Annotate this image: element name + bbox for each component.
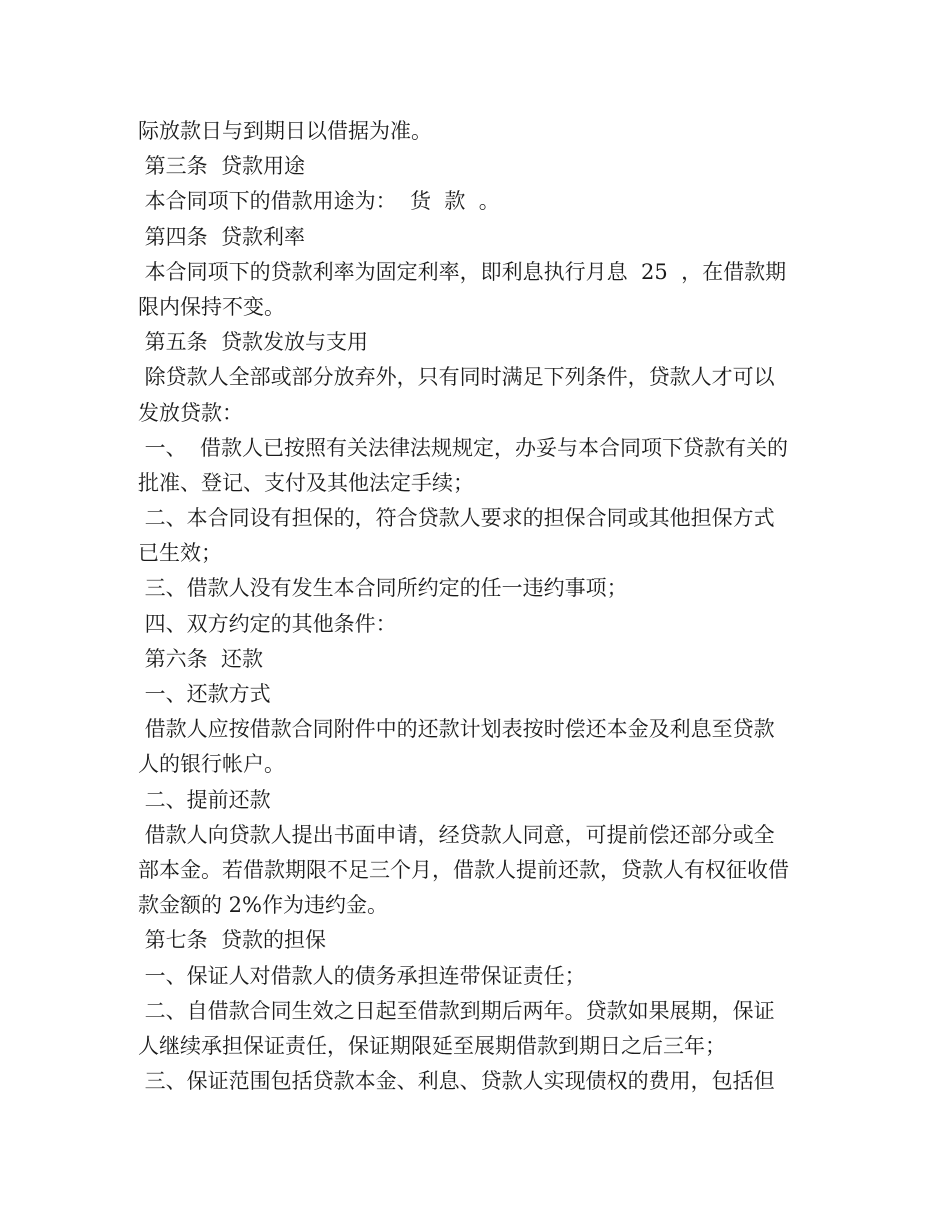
section-heading: 二、提前还款 (138, 787, 271, 812)
document-body (138, 114, 818, 1099)
text-line: 部本金。若借款期限不足三个月，借款人提前还款，贷款人有权征收借 (138, 857, 789, 882)
article-heading: 第三条 贷款用途 (138, 154, 306, 179)
section-heading: 一、还款方式 (138, 682, 271, 706)
article-heading: 第六条 还款 (138, 646, 264, 671)
text-line: 发放贷款： (138, 400, 243, 425)
text-line: 人继续承担保证责任，保证期限延至展期借款到期日之后三年； (138, 1033, 726, 1058)
text-line: 已生效； (138, 541, 222, 566)
text-line: 除贷款人全部或部分放弃外，只有同时满足下列条件，贷款人才可以 (138, 365, 775, 390)
text-line: 一、保证人对借款人的债务承担连带保证责任； (138, 963, 586, 988)
article-heading: 第五条 贷款发放与支用 (138, 330, 369, 355)
text-line: 本合同项下的贷款利率为固定利率，即利息执行月息 25 ，在借款期 (138, 259, 787, 284)
text-line: 际放款日与到期日以借据为准。 (138, 119, 432, 143)
text-line: 限内保持不变。 (138, 294, 285, 319)
text-line: 二、本合同设有担保的，符合贷款人要求的担保合同或其他担保方式 (138, 506, 775, 531)
text-line: 借款人应按借款合同附件中的还款计划表按时偿还本金及利息至贷款 (138, 717, 775, 742)
text-line: 三、保证范围包括贷款本金、利息、贷款人实现债权的费用，包括但 (138, 1069, 775, 1094)
text-line: 三、借款人没有发生本合同所约定的任一违约事项； (138, 576, 628, 601)
text-line: 批准、登记、支付及其他法定手续； (138, 470, 474, 495)
article-heading: 第四条 贷款利率 (138, 224, 306, 249)
text-line: 本合同项下的借款用途为： 货 款 。 (138, 189, 500, 214)
text-line: 一、 借款人已按照有关法律法规规定，办妥与本合同项下贷款有关的 (138, 435, 789, 460)
text-line: 借款人向贷款人提出书面申请，经贷款人同意，可提前偿还部分或全 (138, 822, 775, 847)
text-line: 四、双方约定的其他条件： (138, 611, 397, 636)
text-line: 二、自借款合同生效之日起至借款到期后两年。贷款如果展期，保证 (138, 998, 775, 1023)
article-heading: 第七条 贷款的担保 (138, 928, 327, 953)
text-line: 款金额的 2%作为违约金。 (138, 893, 388, 918)
text-line: 人的银行帐户。 (138, 752, 285, 777)
